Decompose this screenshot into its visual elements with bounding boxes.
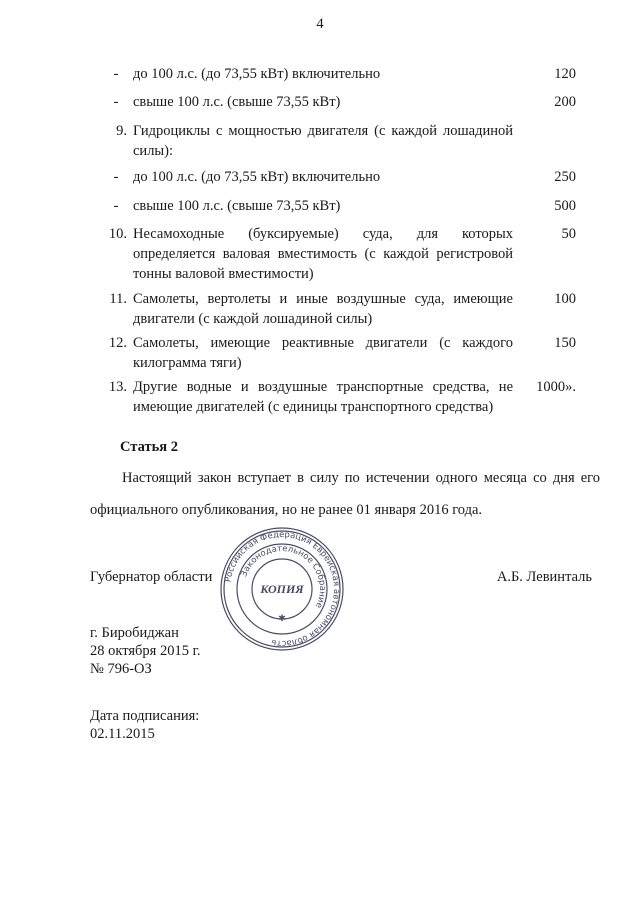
row-text: до 100 л.с. (до 73,55 кВт) включительно bbox=[133, 66, 381, 82]
row-number: 10. bbox=[108, 226, 127, 242]
stamp-star-icon: ✱ bbox=[278, 613, 286, 623]
signing-date: 02.11.2015 bbox=[90, 726, 155, 742]
signatory-name: А.Б. Левинталь bbox=[496, 569, 592, 585]
row-text: до 100 л.с. (до 73,55 кВт) включительно bbox=[133, 169, 381, 185]
row-dash: - bbox=[113, 198, 119, 214]
row-number: 11. bbox=[109, 291, 127, 307]
row-number: 9. bbox=[116, 123, 127, 139]
row-value: 100 bbox=[554, 291, 576, 307]
stamp-inner-text: Законодательное Собрание bbox=[239, 543, 328, 610]
stamp-ring-text: Российская Федерация Еврейская автономная область bbox=[223, 529, 342, 649]
law-date: 28 октября 2015 г. bbox=[90, 643, 201, 659]
row-value: 1000». bbox=[536, 379, 576, 395]
law-number: № 796-ОЗ bbox=[90, 661, 152, 677]
row-text: Самолеты, вертолеты и иные воздушные суда, имеющие двигатели (с каждой лошадиной силы) bbox=[133, 291, 513, 327]
row-text: Несамоходные (буксируемые) суда, для которых определяется валовая вместимость (с каждой регистровой тонны валовой вместимости) bbox=[133, 226, 513, 282]
stamp-center-text: КОПИЯ bbox=[260, 582, 304, 596]
signatory-title: Губернатор области bbox=[90, 569, 213, 585]
city: г. Биробиджан bbox=[90, 625, 179, 641]
row-text: Самолеты, имеющие реактивные двигатели (с каждого килограмма тяги) bbox=[133, 335, 513, 371]
row-value: 200 bbox=[554, 94, 576, 110]
article-title: Статья 2 bbox=[120, 439, 178, 455]
row-text: свыше 100 л.с. (свыше 73,55 кВт) bbox=[133, 94, 341, 110]
article-body: Настоящий закон вступает в силу по истечении одного месяца со дня его официального опубликования, но не ранее 01 января 2016 года. bbox=[90, 470, 600, 518]
row-value: 50 bbox=[561, 226, 576, 242]
row-dash: - bbox=[113, 169, 119, 185]
row-text: Другие водные и воздушные транспортные средства, не имеющие двигателей (с единицы транспортного средства) bbox=[133, 379, 513, 415]
row-dash: - bbox=[113, 66, 119, 82]
row-text: свыше 100 л.с. (свыше 73,55 кВт) bbox=[133, 198, 341, 214]
row-value: 150 bbox=[554, 335, 576, 351]
row-number: 13. bbox=[108, 379, 127, 395]
row-text: Гидроциклы с мощностью двигателя (с каждой лошадиной силы): bbox=[133, 123, 513, 159]
row-number: 12. bbox=[108, 335, 127, 351]
signing-label: Дата подписания: bbox=[90, 708, 200, 724]
page-number: 4 bbox=[316, 16, 324, 32]
row-dash: - bbox=[113, 94, 119, 110]
row-value: 120 bbox=[554, 66, 576, 82]
official-stamp bbox=[218, 525, 346, 653]
row-value: 500 bbox=[554, 198, 576, 214]
row-value: 250 bbox=[554, 169, 576, 185]
